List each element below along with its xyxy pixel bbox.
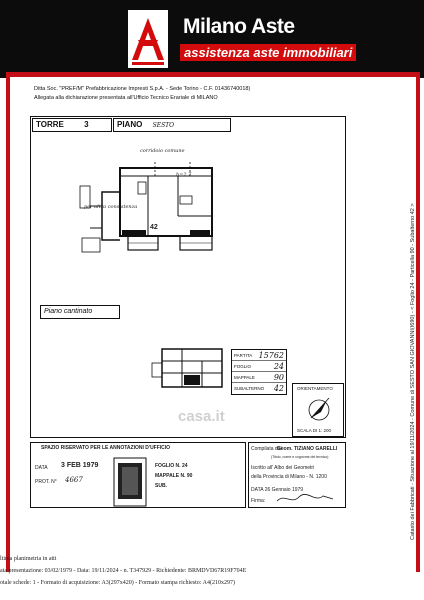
- piano-box: [113, 118, 231, 132]
- iscritto-label: Iscritto all' Albo dei Geometri: [251, 465, 315, 471]
- provincia-label: della Provincia di Milano - N. 1200: [251, 474, 327, 480]
- ref-row-subalterno: [232, 383, 286, 394]
- scale-label: SCALA DI 1: 200: [297, 428, 332, 433]
- casa-it-watermark: casa.it: [178, 408, 225, 425]
- piano-label: PIANO: [117, 120, 143, 129]
- allegata-line: Allegata alla dichiarazione presentata all'Ufficio Tecnico Erariale di MILANO: [34, 95, 218, 101]
- basement-plan-drawing: [150, 345, 225, 395]
- side-cadastral-info: [402, 140, 424, 560]
- other-unit-label: per altra consistenza: [84, 204, 138, 210]
- compiler-sub: (Titolo, nome e cognome del tecnico): [271, 455, 329, 459]
- floor-plan-drawing: [30, 132, 346, 307]
- foglio-label: FOGLIO N. 24: [155, 463, 188, 469]
- brand-title: Milano Aste: [183, 15, 295, 38]
- footer-line-3: otale schede: 1 - Formato di acquisizione: A3(297x420) - Formato stampa richiesto: A4(210x297): [0, 580, 235, 586]
- compilata-label: Compilata dal: [251, 446, 282, 452]
- dimension-42: 42: [150, 224, 158, 231]
- orientation-box: [292, 383, 344, 437]
- ref-label: MAPPALE: [234, 374, 255, 380]
- firma-label: Firma:: [251, 498, 266, 504]
- north-arrow-icon: [303, 394, 335, 424]
- ref-value: 90: [273, 372, 284, 382]
- footer-line-1: ltima planimetria in atti: [0, 556, 57, 562]
- office-header: SPAZIO RISERVATO PER LE ANNOTAZIONI D'UFFICIO: [41, 445, 171, 451]
- date-sign: DATA 26 Gennaio 1979: [251, 487, 304, 493]
- side-text: Catasto dei Fabbricati - Situazione al 19/11/2024 - Comune di SESTO SAN GIOVANNI(I690) - < Foglio 24 - Particella 90 - Subalterno 42 >: [410, 203, 416, 540]
- brand-subtitle: assistenza aste immobiliari: [180, 44, 356, 61]
- office-stamp: [113, 457, 147, 507]
- cadastral-reference-table: [231, 349, 287, 395]
- torre-value: 3: [84, 120, 89, 129]
- piano-value: SESTO: [152, 122, 175, 129]
- milano-aste-logo-icon: [128, 10, 168, 68]
- header-banner: [0, 0, 424, 78]
- footer-line-2: ata presentazione: 03/02/1979 - Data: 19/11/2024 - n. T347929 - Richiedente: BRMDVD67R19F704E: [0, 568, 247, 574]
- data-label: DATA: [35, 465, 48, 471]
- signature-icon: [275, 493, 335, 505]
- torre-box: [32, 118, 112, 132]
- ref-row-foglio: [232, 361, 286, 372]
- compiler-box: [248, 442, 346, 508]
- ref-value: 42: [273, 384, 284, 393]
- corridor-label: corridoio comune: [140, 148, 185, 154]
- ref-row-partita: [232, 350, 286, 361]
- cantinato-label: Piano cantinato: [40, 305, 120, 319]
- compiler-name: Geom. TIZIANO GARELLI: [277, 446, 338, 452]
- mappale-label: MAPPALE N. 90: [155, 473, 193, 479]
- ref-value: 15762: [258, 350, 284, 360]
- ref-row-mappale: [232, 372, 286, 383]
- office-annotations-box: [30, 442, 246, 508]
- prot-label: PROT. N°: [35, 479, 57, 485]
- ref-label: SUBALTERNO: [234, 386, 265, 391]
- ref-label: FOGLIO: [234, 363, 252, 369]
- ref-value: 24: [273, 361, 284, 371]
- prot-value: 4667: [65, 476, 83, 484]
- data-value: 3 FEB 1979: [61, 462, 99, 469]
- ref-label: PARTITA: [234, 352, 253, 358]
- sub-label: SUB.: [155, 483, 167, 489]
- header-line: Ditta Soc. "PREF/M" Prefabbricazione Impresti S.p.A. - Sede Torino - C.F. 01436740018): [34, 86, 251, 92]
- orientamento-label: ORIENTAMENTO: [297, 386, 333, 391]
- height-label: h=2,7: [176, 172, 192, 178]
- torre-label: TORRE: [36, 120, 64, 129]
